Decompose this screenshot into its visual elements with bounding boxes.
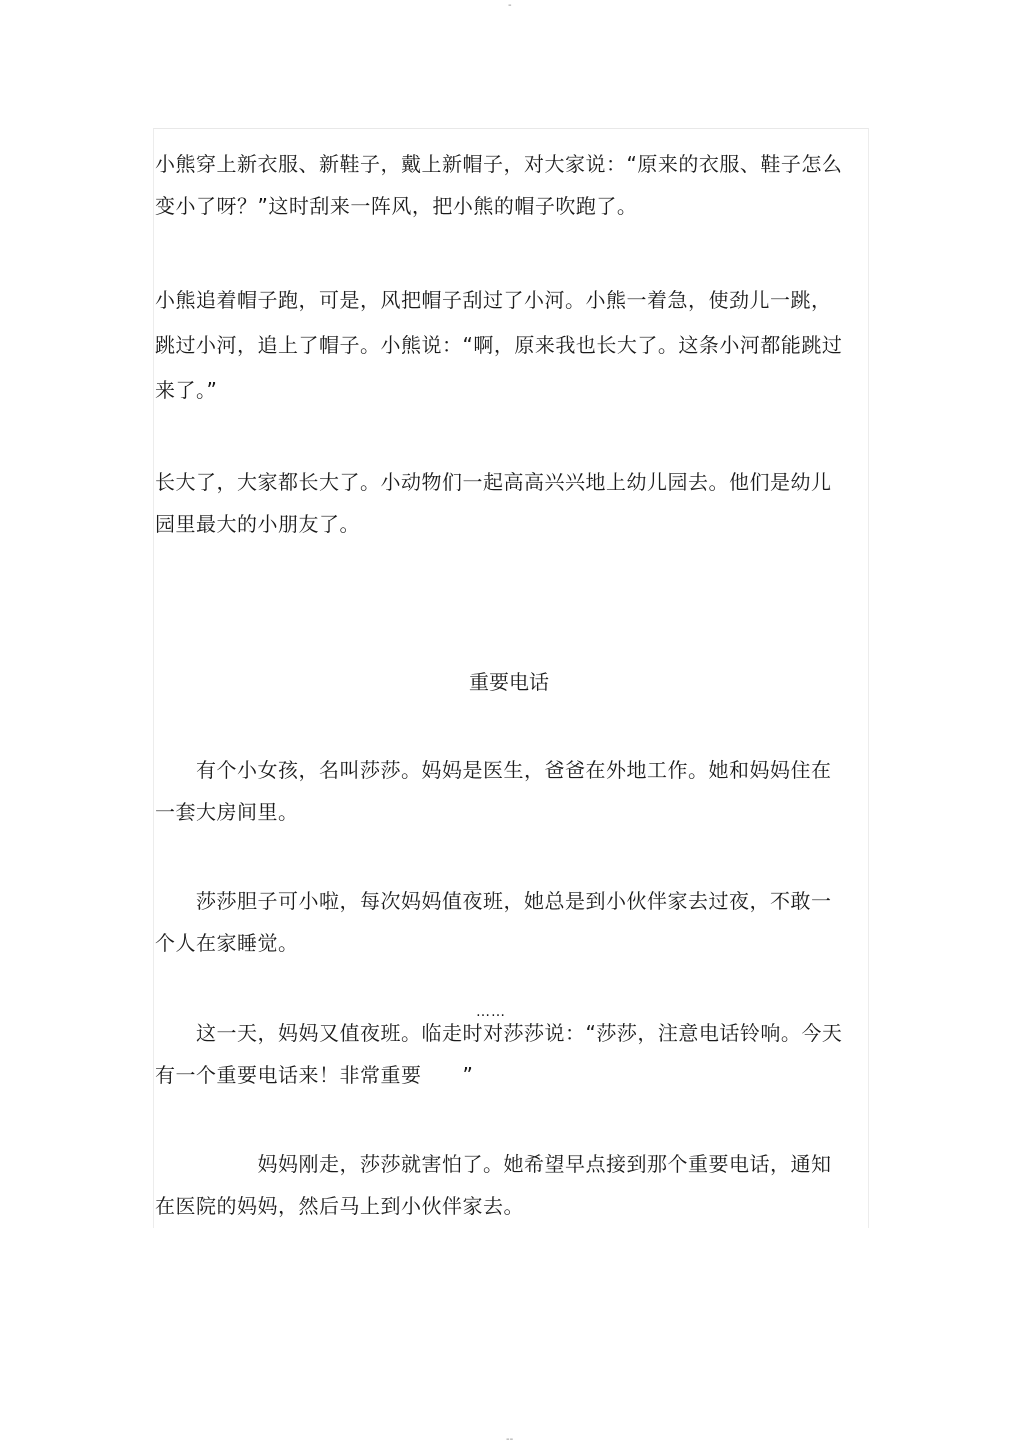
story-paragraph-2: 莎莎胆子可小啦，每次妈妈值夜班，她总是到小伙伴家去过夜，不敢一个人在家睡觉。 bbox=[155, 889, 832, 955]
paragraph-1: 小熊穿上新衣服、新鞋子，戴上新帽子，对大家说：“原来的衣服、鞋子怎么变小了呀？”这时刮来一阵风，把小熊的帽子吹跑了。 bbox=[155, 152, 843, 218]
ellipsis-mark: …… bbox=[476, 1004, 506, 1020]
story-paragraph-1: 有个小女孩，名叫莎莎。妈妈是医生，爸爸在外地工作。她和妈妈住在一套大房间里。 bbox=[155, 758, 832, 824]
story-paragraph-3: 这一天，妈妈又值夜班。临走时对莎莎说：“莎莎，注意电话铃响。今天有一个重要电话来！非常重要 ” bbox=[155, 1021, 843, 1087]
footer-mark: -- bbox=[506, 1434, 514, 1445]
story-paragraph-4: 妈妈刚走，莎莎就害怕了。她希望早点接到那个重要电话，通知在医院的妈妈，然后马上到小伙伴家去。 bbox=[155, 1152, 832, 1218]
header-mark: - bbox=[508, 0, 512, 11]
story-title: 重要电话 bbox=[469, 670, 549, 694]
paragraph-2: 小熊追着帽子跑，可是，风把帽子刮过了小河。小熊一着急，使劲儿一跳，跳过小河，追上了帽子。小熊说：“啊，原来我也长大了。这条小河都能跳过来了。” bbox=[155, 288, 843, 402]
paragraph-3: 长大了，大家都长大了。小动物们一起高高兴兴地上幼儿园去。他们是幼儿园里最大的小朋友了。 bbox=[155, 470, 832, 536]
